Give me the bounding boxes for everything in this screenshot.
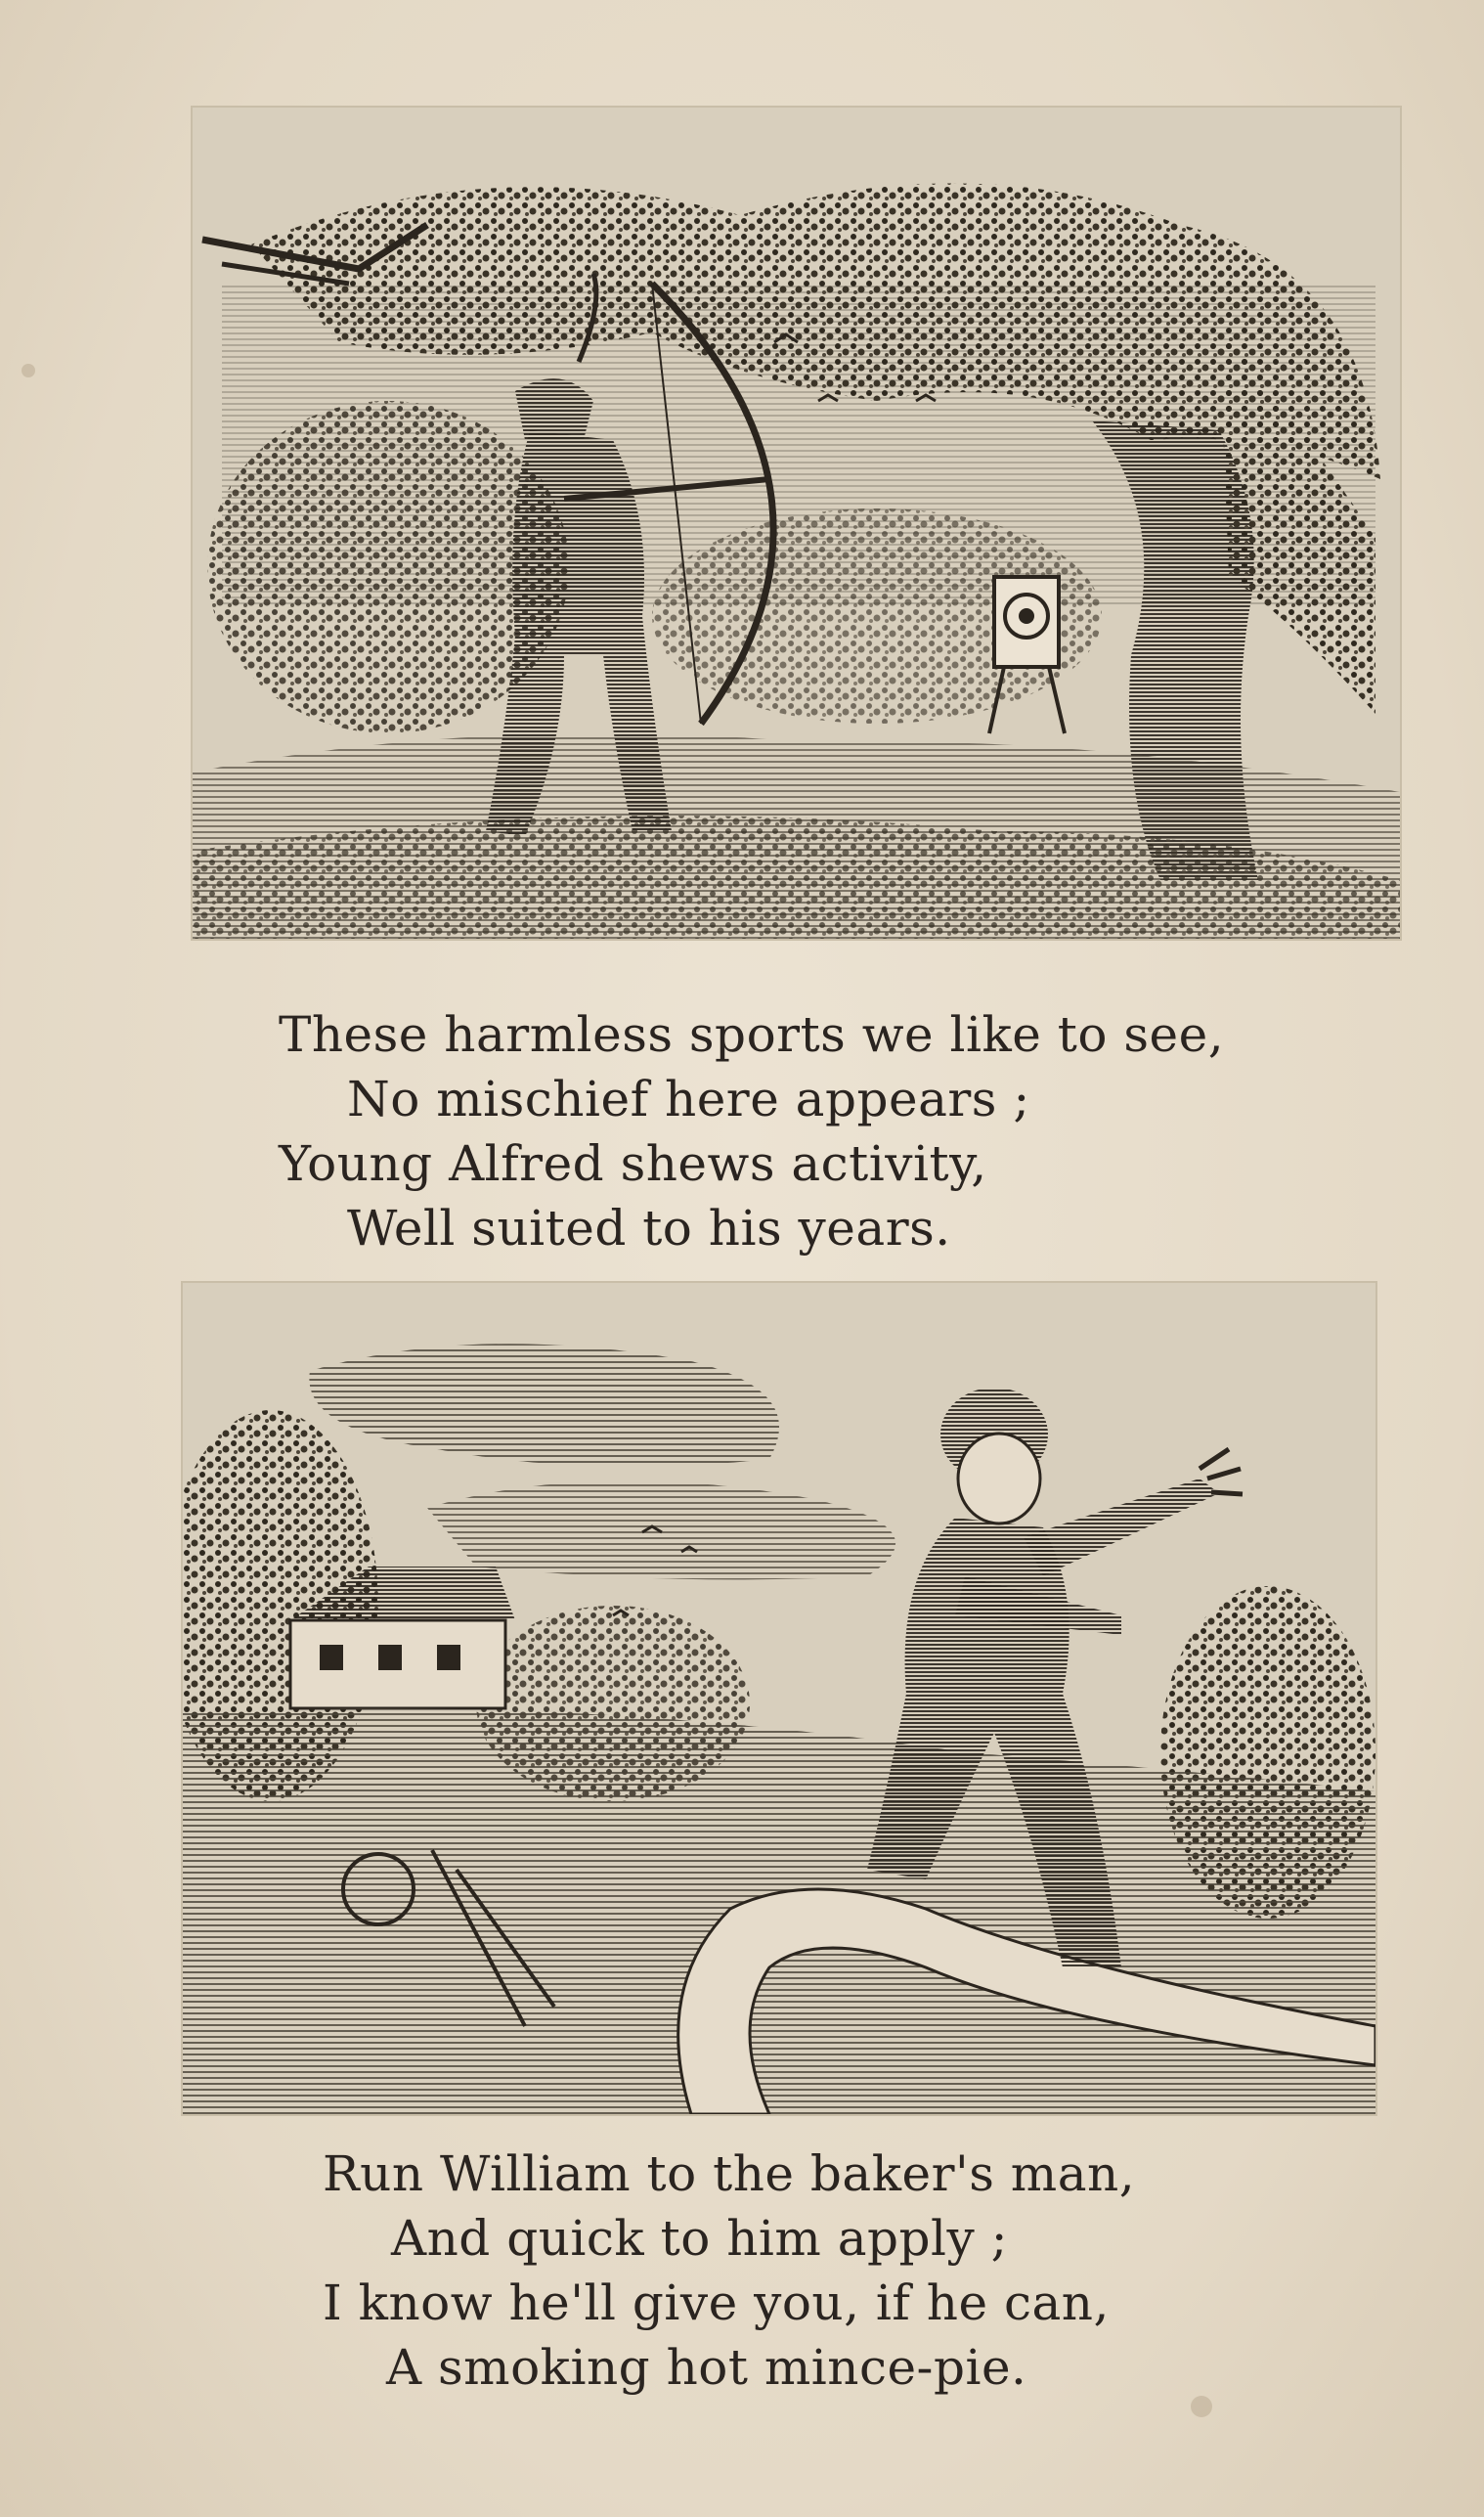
woodcut-running-boy-illustration — [181, 1281, 1377, 2116]
verse-line: Well suited to his years. — [347, 1200, 951, 1257]
verse-line: And quick to him apply ; — [391, 2210, 1008, 2267]
archer-engraving — [193, 108, 1400, 939]
running-boy-engraving — [183, 1283, 1375, 2114]
verse-line: Young Alfred shews activity, — [279, 1135, 987, 1192]
woodcut-archer-illustration — [191, 106, 1402, 941]
verse-line: Run William to the baker's man, — [323, 2145, 1136, 2202]
verse-line: These harmless sports we like to see, — [279, 1006, 1225, 1063]
verse-line: No mischief here appears ; — [347, 1071, 1030, 1127]
verse-archer — [279, 1002, 1224, 1260]
verse-line: A smoking hot mince-pie. — [386, 2339, 1027, 2396]
paper-spot — [1191, 2396, 1212, 2417]
verse-line: I know he'll give you, if he can, — [323, 2274, 1110, 2331]
verse-running-boy — [323, 2142, 1135, 2400]
paper-spot — [22, 364, 35, 377]
